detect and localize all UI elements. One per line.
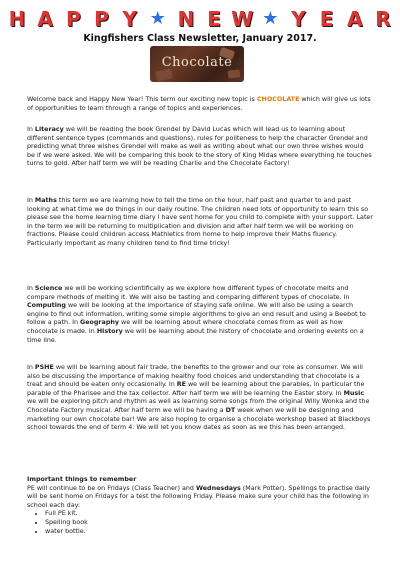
list-item: • water bottle.: [45, 528, 373, 537]
banner-letter: Y: [291, 7, 306, 31]
intro-paragraph: [27, 96, 373, 113]
banner-letter: E: [319, 7, 334, 31]
banner-letter: N: [177, 7, 195, 31]
paragraph-lead: In: [27, 364, 35, 371]
re-text: we will be learning about the parables, in particular the parable of the Pharisee and the tax collector. After half term we will be learning the Easter story. In: [27, 381, 365, 397]
banner-letter: P: [94, 7, 109, 31]
banner-letter: R: [375, 7, 391, 31]
remember-text: PE will continue to be on Fridays (Class Teacher) and: [27, 484, 196, 492]
pshe-paragraph: [27, 364, 373, 433]
music-text: we will be exploring pitch and rhythm as well as learning some songs from the original Willy Wonka and the Chocolate Factory musical. After half term we will be having a: [27, 398, 370, 414]
chocolate-chunk: [228, 69, 241, 78]
chocolate-chunk: [155, 68, 173, 81]
pshe-keyword: PSHE: [34, 364, 54, 371]
wednesdays-keyword: Wednesdays: [195, 484, 241, 492]
banner-letter: A: [346, 7, 363, 31]
paragraph-lead: In: [27, 285, 35, 292]
re-keyword: RE: [176, 381, 186, 389]
dt-text: week when we will be designing and marketing our own chocolate bar! We are also hoping to organise a chocolate workshop based at Blackboys school towards the end of term 4. We will let you know dates as soon as we this has been arranged.: [27, 406, 371, 432]
literacy-keyword: Literacy: [34, 126, 64, 133]
banner-letter: Y: [122, 7, 137, 31]
topic-keyword: CHOCOLATE: [256, 96, 300, 103]
remember-section: [27, 476, 373, 536]
history-keyword: History: [96, 327, 123, 335]
dt-keyword: DT: [225, 406, 236, 414]
geography-keyword: Geography: [80, 319, 120, 327]
computing-text: we will be looking at the importance of staying safe online. We will also be using a search engine to find out information, writing some simple algorithms to give an end result and using a Beebot to follow a path. In: [27, 302, 366, 327]
geography-text: we will be learning about where chocolate comes from as well as how chocolate is made. In: [27, 319, 343, 335]
star-icon: ★: [262, 8, 279, 29]
list-item: • Spelling book: [45, 519, 373, 528]
literacy-text: we will be reading the book Grendel by David Lucas which will lead us to learning about different sentence types (commands and questions), rules for politeness to help the character Grendel and predicting what three wishes Grendel will make as well as writing about what our own three wishes would be if we were asked. We will be comparing this book to the story of King Midas where everything he touches turns to gold. After half term we will be reading Charlie and the Chocolate Factory!: [27, 126, 372, 168]
paragraph-lead: In: [27, 197, 35, 204]
intro-text: Welcome back and Happy New Year! This term our exciting new topic is: [27, 96, 257, 103]
maths-paragraph: [27, 197, 373, 249]
remember-text: (Mark Potter). Spellings to practise daily will be sent home on Fridays for a test the following Friday. Please make sure your child has the following in school each day:: [27, 484, 371, 509]
banner-letter: P: [65, 7, 81, 31]
list-item: • Full PE kit.: [45, 510, 373, 519]
music-keyword: Music: [343, 389, 365, 397]
chocolate-image: [150, 46, 244, 82]
happy-new-year-banner: [6, 6, 394, 32]
maths-keyword: Maths: [34, 197, 57, 204]
computing-keyword: Computing: [27, 302, 66, 310]
history-text: we will be learning about the history of chocolate and ordering events on a time line.: [27, 327, 364, 344]
pshe-text: we will be learning about fair trade, the benefits to the grower and our role as consumer. We will also be discussing the importance of making healthy food choices and understanding that chocolate is a treat and should be eaten only occasionally. In: [27, 364, 363, 389]
paragraph-lead: In: [27, 126, 35, 133]
maths-text: this term we are learning how to tell the time on the hour, half past and quarter to and past looking at what time we do things in our daily routine. The children need lots of opportunity to learn this so please see the home learning time diary I have sent home for you child to complete with your support. Later in the term we will be returning to multiplication and division and after half term we will be working on fractions. Please could children access Mathletics from home to help improve their Maths fluency. Particularly important as many children tend to find time tricky!: [27, 197, 373, 247]
newsletter-title: Kingfishers Class Newsletter, January 2017.: [83, 33, 317, 44]
chocolate-image-label: Chocolate: [161, 55, 233, 70]
kit-list: [27, 510, 373, 536]
science-text: we will be working scientifically as we explore how different types of chocolate melts and compare methods of melting it. We will also be tasting and comparing different types of chocolate. In: [27, 285, 350, 301]
science-paragraph: [27, 285, 373, 345]
banner-letter: E: [207, 7, 221, 31]
star-icon: ★: [149, 8, 166, 29]
banner-letter: H: [8, 7, 26, 31]
banner-letter: W: [231, 7, 254, 31]
banner-letter: A: [37, 7, 53, 31]
remember-heading: Important things to remember: [27, 476, 137, 483]
science-keyword: Science: [34, 285, 63, 292]
literacy-paragraph: [27, 126, 373, 169]
intro-text: which will give us lots of opportunities to learn through a range of topics and experiences.: [27, 96, 371, 112]
